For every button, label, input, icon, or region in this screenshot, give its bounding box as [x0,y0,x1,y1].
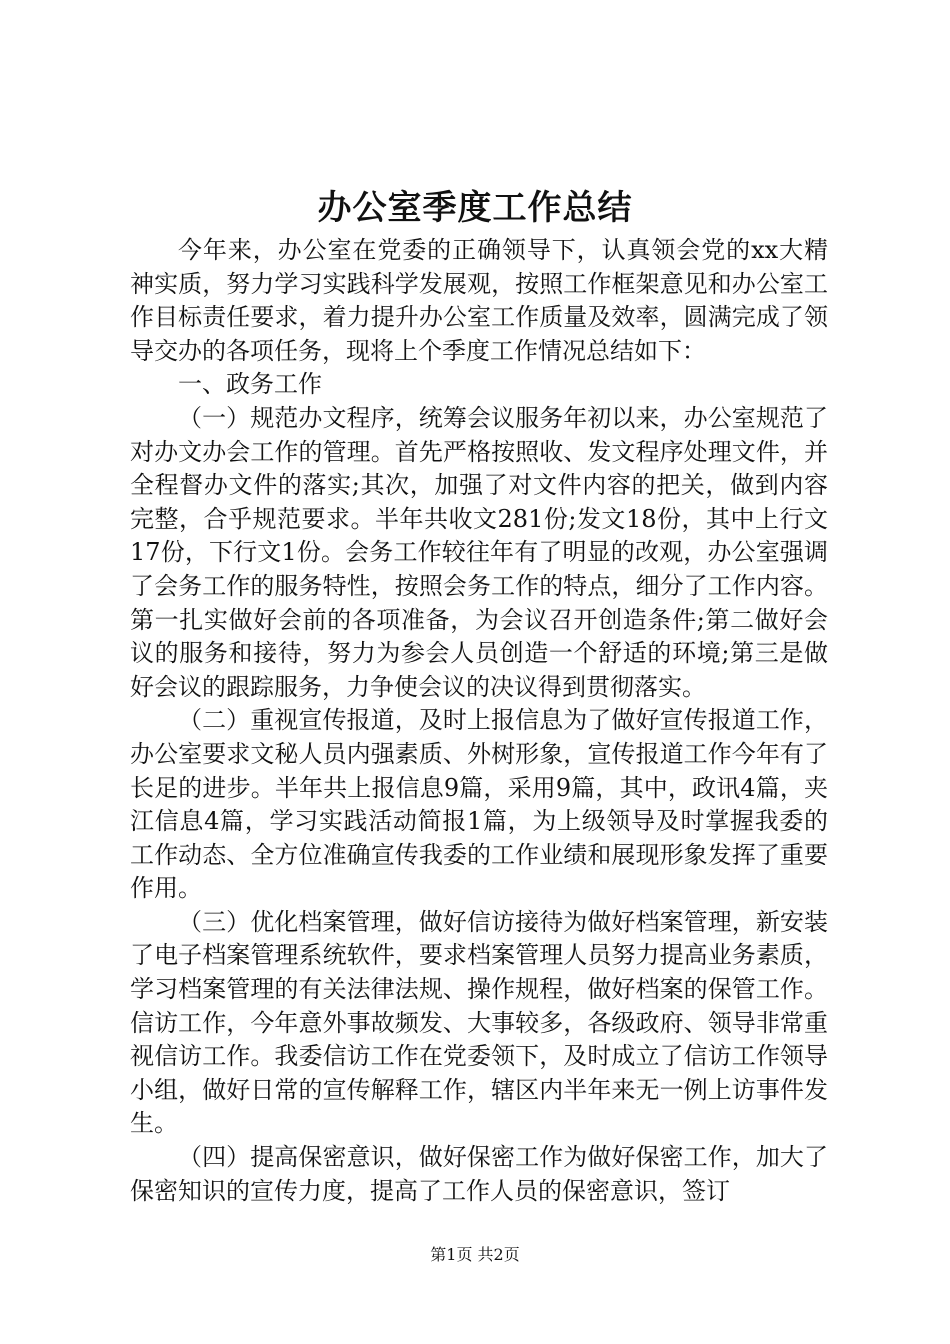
body-paragraph: （二）重视宣传报道，及时上报信息为了做好宣传报道工作，办公室要求文秘人员内强素质、外树形象，宣传报道工作今年有了长足的进步。半年共上报信息9篇，采用9篇，其中，政讯4篇，夹江信息4篇，学习实践活动简报1篇，为上级领导及时掌握我委的工作动态、全方位准确宣传我委的工作业绩和展现形象发挥了重要作用。 [130,706,828,903]
page-number-footer: 第1页 共2页 [430,1245,520,1264]
section-heading: 一、政务工作 [178,370,322,399]
body-paragraph: （一）规范办文程序，统筹会议服务年初以来，办公室规范了对办文办会工作的管理。首先严格按照收、发文程序处理文件，并全程督办文件的落实;其次，加强了对文件内容的把关，做到内容完整，合乎规范要求。半年共收文281份;发文18份，其中上行文17份，下行文1份。会务工作较往年有了明显的改观，办公室强调了会务工作的服务特性，按照会务工作的特点，细分了工作内容。第一扎实做好会前的各项准备，为会议召开创造条件;第二做好会议的服务和接待，努力为参会人员创造一个舒适的环境;第三是做好会议的跟踪服务，力争使会议的决议得到贯彻落实。 [130,403,828,701]
document-body [130,234,828,1208]
body-paragraph: （四）提高保密意识，做好保密工作为做好保密工作，加大了保密知识的宣传力度，提高了工作人员的保密意识，签订 [130,1143,828,1205]
body-paragraph: （三）优化档案管理，做好信访接待为做好档案管理，新安装了电子档案管理系统软件，要求档案管理人员努力提高业务素质，学习档案管理的有关法律法规、操作规程，做好档案的保管工作。信访工作，今年意外事故频发、大事较多，各级政府、领导非常重视信访工作。我委信访工作在党委领下，及时成立了信访工作领导小组，做好日常的宣传解释工作，辖区内半年来无一例上访事件发生。 [130,907,828,1138]
document-title: 办公室季度工作总结 [317,188,633,228]
intro-paragraph: 今年来，办公室在党委的正确领导下，认真领会党的xx大精神实质，努力学习实践科学发展观，按照工作框架意见和办公室工作目标责任要求，着力提升办公室工作质量及效率，圆满完成了领导交办的各项任务，现将上个季度工作情况总结如下： [130,236,828,365]
